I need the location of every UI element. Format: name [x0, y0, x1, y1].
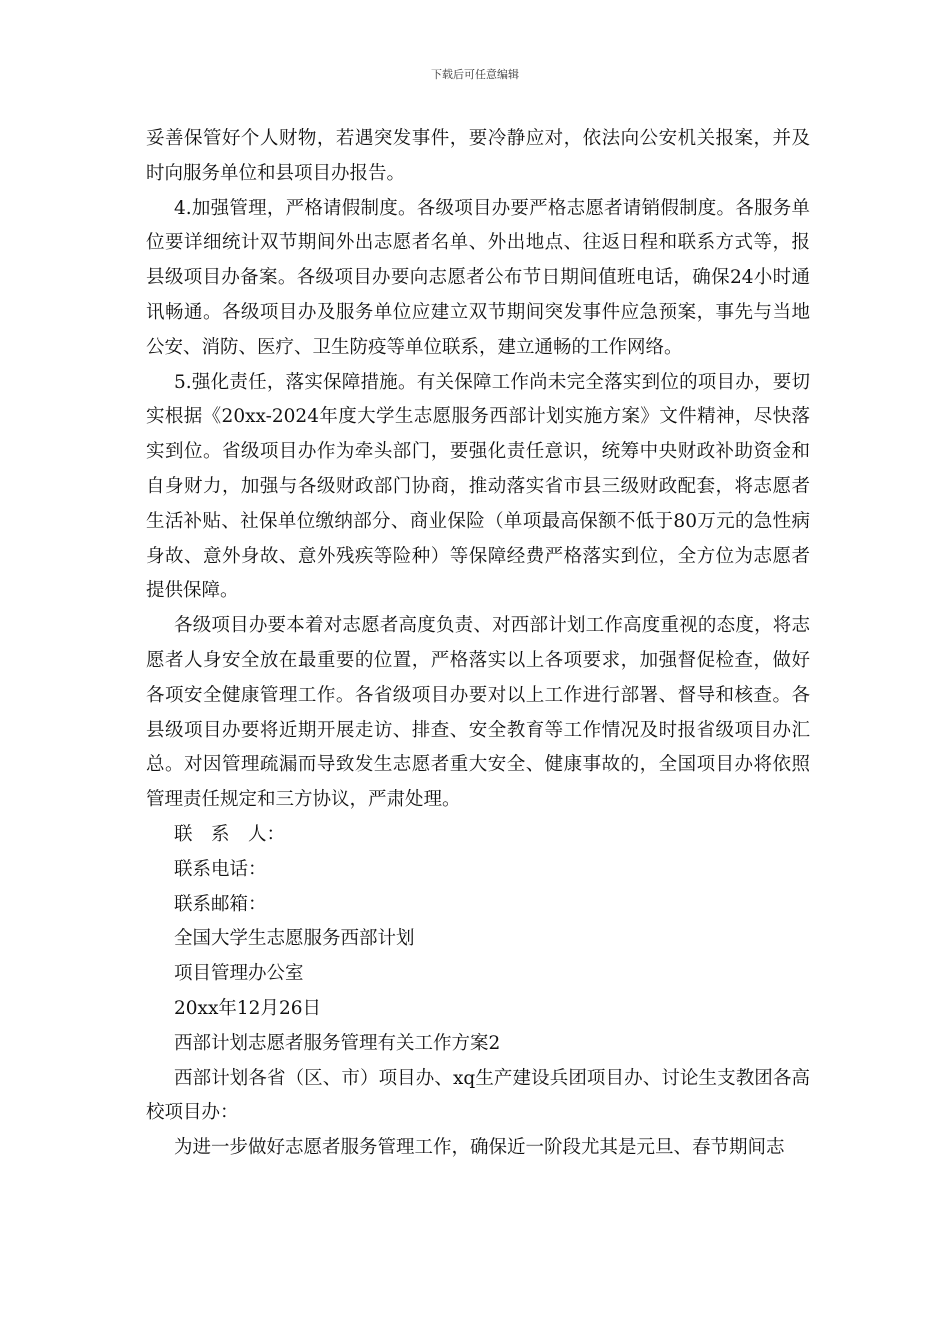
paragraph-summary: 各级项目办要本着对志愿者高度负责、对西部计划工作高度重视的态度，将志愿者人身安全放在最重要的位置，严格落实以上各项要求，加强督促检查，做好各项安全健康管理工作。各省级项目办要对以上工作进行部署、督导和核查。各县级项目办要将近期开展走访、排查、安全教育等工作情况及时报省级项目办汇总。对因管理疏漏而导致发生志愿者重大安全、健康事故的，全国项目办将依照管理责任规定和三方协议，严肃处理。 [146, 615, 810, 811]
contact-email-line: 联系邮箱： [174, 893, 267, 915]
contact-person-line: 联 系 人： [174, 823, 286, 845]
contact-phone-line: 联系电话： [174, 858, 267, 880]
section-title: 西部计划志愿者服务管理有关工作方案2 [174, 1032, 501, 1054]
paragraph-item-4: 4.加强管理，严格请假制度。各级项目办要严格志愿者请销假制度。各服务单位要详细统计双节期间外出志愿者名单、外出地点、往返日程和联系方式等，报县级项目办备案。各级项目办要向志愿者公布节日期间值班电话，确保24小时通讯畅通。各级项目办及服务单位应建立双节期间突发事件应急预案，事先与当地公安、消防、医疗、卫生防疫等单位联系，建立通畅的工作网络。 [146, 197, 810, 358]
paragraph-intro: 为进一步做好志愿者服务管理工作，确保近一阶段尤其是元旦、春节期间志 [174, 1137, 785, 1159]
signature-organization: 全国大学生志愿服务西部计划 [174, 928, 415, 950]
page-header: 下载后可任意编辑 [431, 68, 519, 81]
salutation: 西部计划各省（区、市）项目办、xq生产建设兵团项目办、讨论生支教团各高校项目办： [146, 1067, 810, 1124]
signature-office: 项目管理办公室 [174, 963, 304, 985]
document-body [146, 122, 810, 1166]
paragraph-item-5: 5.强化责任，落实保障措施。有关保障工作尚未完全落实到位的项目办，要切实根据《20xx-2024年度大学生志愿服务西部计划实施方案》文件精神，尽快落实到位。省级项目办作为牵头部门，要强化责任意识，统筹中央财政补助资金和自身财力，加强与各级财政部门协商，推动落实省市县三级财政配套，将志愿者生活补贴、社保单位缴纳部分、商业保险（单项最高保额不低于80万元的急性病身故、意外身故、意外残疾等险种）等保障经费严格落实到位，全方位为志愿者提供保障。 [146, 371, 810, 602]
paragraph-continuation: 妥善保管好个人财物，若遇突发事件，要冷静应对，依法向公安机关报案，并及时向服务单位和县项目办报告。 [146, 128, 810, 184]
signature-date: 20xx年12月26日 [174, 997, 321, 1019]
